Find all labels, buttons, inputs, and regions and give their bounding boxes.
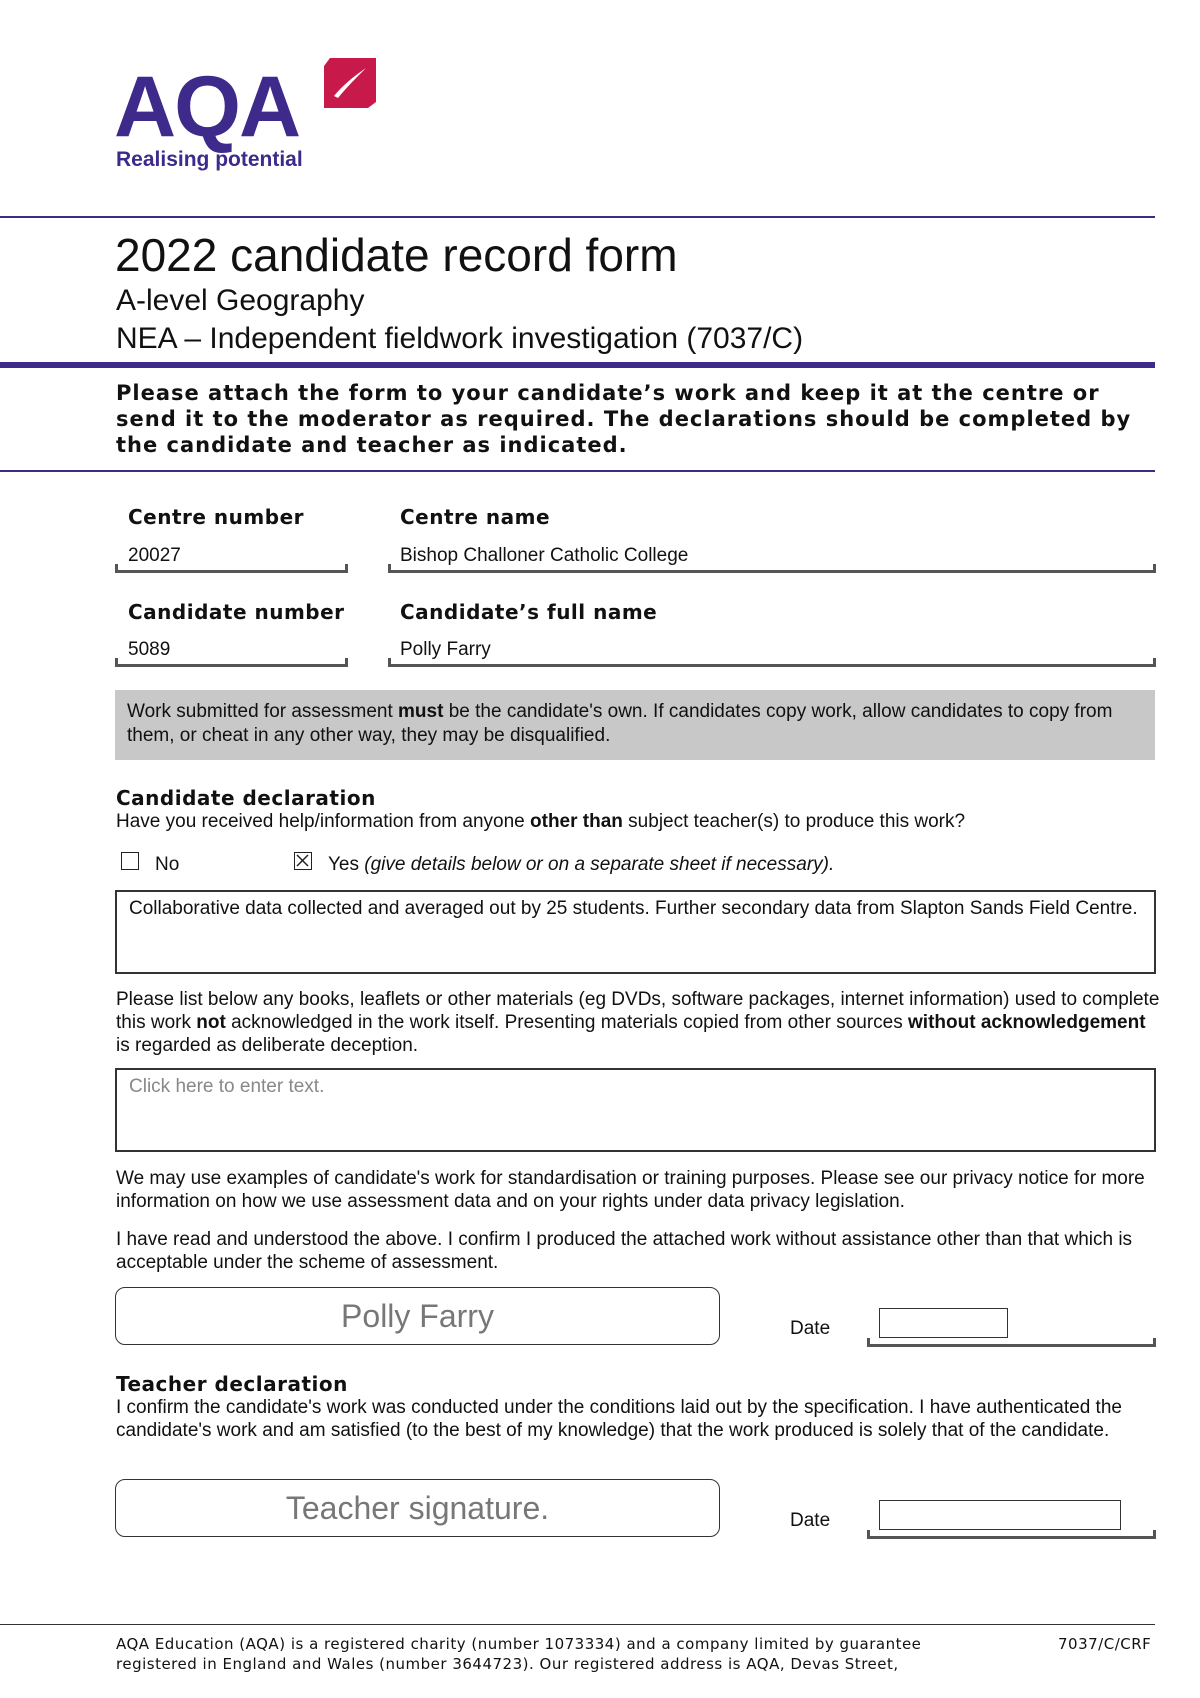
teacher-declaration-text: I confirm the candidate's work was conducted under the conditions laid out by the specification. I have authenticated the candidate's work and am satisfied (to the best of my knowledge) that the work produced is solely that of the candidate. bbox=[116, 1397, 1122, 1441]
divider bbox=[0, 216, 1155, 218]
component: NEA – Independent fieldwork investigation (7037/C) bbox=[116, 322, 804, 355]
yes-checkbox[interactable] bbox=[294, 852, 312, 870]
candidate-date-field[interactable] bbox=[879, 1308, 1008, 1338]
aqa-logo-mark-icon bbox=[320, 56, 378, 114]
candidate-name-field[interactable]: Polly Farry bbox=[400, 639, 491, 660]
candidate-signature-box[interactable]: Polly Farry bbox=[115, 1287, 720, 1345]
logo-tagline: Realising potential bbox=[116, 148, 303, 171]
candidate-number-label: Candidate number bbox=[128, 600, 345, 624]
centre-number-field[interactable]: 20027 bbox=[128, 545, 181, 566]
centre-name-field[interactable]: Bishop Challoner Catholic College bbox=[400, 545, 689, 566]
candidate-name-label: Candidate’s full name bbox=[400, 600, 658, 624]
divider bbox=[0, 470, 1155, 472]
notice-box: Work submitted for assessment must be the candidate's own. If candidates copy work, allow candidates to copy from them, or cheat in any other way, they may be disqualified. bbox=[115, 690, 1155, 760]
help-details-box[interactable]: Collaborative data collected and averaged out by 25 students. Further secondary data from Slapton Sands Field Centre. bbox=[115, 890, 1156, 974]
intro-text: Please attach the form to your candidate’s work and keep it at the centre or send it to the moderator as required. The declarations should be completed by the candidate and teacher as indicated. bbox=[116, 381, 1132, 457]
no-label: No bbox=[155, 854, 180, 875]
footer-text: AQA Education (AQA) is a registered charity (number 1073334) and a company limited by guarantee registered in England and Wales (number 3644723). Our registered address is AQA, Devas Street, bbox=[116, 1635, 922, 1673]
confirm-text: I have read and understood the above. I confirm I produced the attached work without assistance other than that which is acceptable under the scheme of assessment. bbox=[116, 1229, 1133, 1273]
materials-instructions: Please list below any books, leaflets or other materials (eg DVDs, software packages, internet information) used to complete this work not acknowledged in the work itself. Presenting materials copied from other sources without acknowledgement is regarded as deliberate deception. bbox=[116, 989, 1160, 1056]
candidate-number-field[interactable]: 5089 bbox=[128, 639, 171, 660]
materials-input[interactable]: Click here to enter text. bbox=[115, 1068, 1156, 1152]
field-underline bbox=[867, 1536, 1156, 1539]
page-title: 2022 candidate record form bbox=[115, 229, 678, 281]
candidate-date-label: Date bbox=[790, 1318, 831, 1339]
field-underline bbox=[115, 570, 348, 573]
yes-label: Yes (give details below or on a separate sheet if necessary). bbox=[328, 854, 835, 875]
candidate-declaration-heading: Candidate declaration bbox=[116, 786, 376, 810]
aqa-logo: AQA bbox=[114, 59, 300, 155]
field-underline bbox=[388, 664, 1156, 667]
divider bbox=[0, 362, 1155, 368]
teacher-signature-box[interactable]: Teacher signature. bbox=[115, 1479, 720, 1537]
centre-number-label: Centre number bbox=[128, 505, 304, 529]
subject: A-level Geography bbox=[116, 284, 365, 317]
field-underline bbox=[867, 1344, 1156, 1347]
field-underline bbox=[115, 664, 348, 667]
field-underline bbox=[388, 570, 1156, 573]
teacher-declaration-heading: Teacher declaration bbox=[116, 1372, 348, 1396]
teacher-date-label: Date bbox=[790, 1510, 831, 1531]
no-checkbox[interactable] bbox=[121, 852, 139, 870]
teacher-date-field[interactable] bbox=[879, 1500, 1121, 1530]
centre-name-label: Centre name bbox=[400, 505, 551, 529]
help-question: Have you received help/information from anyone other than subject teacher(s) to produce this work? bbox=[116, 811, 966, 832]
footer-divider bbox=[0, 1624, 1155, 1625]
footer-code: 7037/C/CRF bbox=[1058, 1635, 1152, 1653]
checked-x-icon bbox=[295, 853, 310, 868]
privacy-text: We may use examples of candidate's work for standardisation or training purposes. Please see our privacy notice for more information on how we use assessment data and on your rights under data privacy legislation. bbox=[116, 1168, 1145, 1212]
